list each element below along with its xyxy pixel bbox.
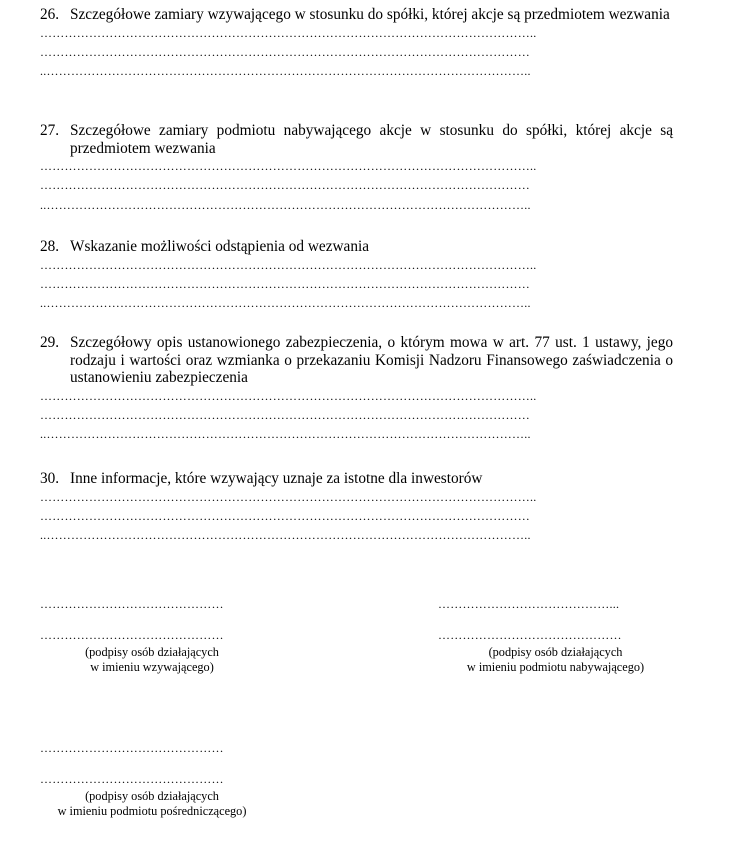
signature-caller xyxy=(40,594,264,675)
question-text: Inne informacje, które wzywający uznaje za istotne dla inwestorów xyxy=(70,470,483,487)
signature-caption-2: w imieniu podmiotu nabywającego) xyxy=(466,660,645,674)
answer-line-3[interactable]: ..……………………………………………………………………………………………………….. xyxy=(40,427,531,442)
question-29 xyxy=(40,334,673,444)
question-number: 26. xyxy=(40,6,60,23)
signature-caption-2: w imieniu podmiotu pośredniczącego) xyxy=(57,804,247,818)
question-28 xyxy=(40,238,673,313)
question-title xyxy=(40,470,673,488)
answer-line-1[interactable]: ………………………………………………………………………………………………………….. xyxy=(40,257,537,272)
question-title xyxy=(40,238,673,256)
question-number: 29. xyxy=(40,334,60,351)
question-text: Szczegółowe zamiary wzywającego w stosunku do spółki, której akcje są przedmiotem wezwania xyxy=(70,6,670,23)
answer-line-3[interactable]: ..……………………………………………………………………………………………………….. xyxy=(40,64,531,79)
question-26 xyxy=(40,6,673,81)
signature-line-2[interactable]: ……………………………………… xyxy=(438,628,622,642)
answer-line-3[interactable]: ..……………………………………………………………………………………………………….. xyxy=(40,197,531,212)
question-number: 28. xyxy=(40,238,60,255)
question-title xyxy=(40,122,673,157)
question-number: 30. xyxy=(40,470,60,487)
signature-line-2[interactable]: ……………………………………… xyxy=(40,628,224,642)
answer-line-2[interactable]: ………………………………………………………………………………………………………… xyxy=(40,276,530,291)
answer-line-1[interactable]: ………………………………………………………………………………………………………….. xyxy=(40,159,537,173)
answer-line-2[interactable]: ………………………………………………………………………………………………………… xyxy=(40,44,530,59)
question-text: Szczegółowy opis ustanowionego zabezpieczenia, o którym mowa w art. 77 ust. 1 ustawy, jego rodzaju i wartości oraz wzmianka o przekazaniu Komisji Nadzoru Finansowego zaświadczenia o ustanowieniu zabezpieczenia xyxy=(70,334,673,386)
answer-line-2[interactable]: ………………………………………………………………………………………………………… xyxy=(40,508,530,523)
question-text: Szczegółowe zamiary podmiotu nabywającego akcje w stosunku do spółki, której akcje są przedmiotem wezwania xyxy=(70,122,673,157)
answer-line-2[interactable]: ………………………………………………………………………………………………………… xyxy=(40,407,530,422)
signature-caption-1: (podpisy osób działających xyxy=(85,645,219,659)
question-number: 27. xyxy=(40,122,60,139)
question-title xyxy=(40,6,673,24)
answer-line-2[interactable]: ………………………………………………………………………………………………………… xyxy=(40,178,530,193)
question-27 xyxy=(40,122,673,215)
question-text: Wskazanie możliwości odstąpienia od wezwania xyxy=(70,238,370,255)
signature-line-1[interactable]: ……………………………………... xyxy=(438,597,620,611)
answer-line-3[interactable]: ..……………………………………………………………………………………………………….. xyxy=(40,528,531,543)
answer-line-1[interactable]: ………………………………………………………………………………………………………….. xyxy=(40,489,537,504)
question-30 xyxy=(40,470,673,545)
signature-buyer xyxy=(438,594,673,675)
signature-intermediary xyxy=(40,738,264,819)
answer-line-3[interactable]: ..……………………………………………………………………………………………………….. xyxy=(40,296,531,311)
signature-caption-1: (podpisy osób działających xyxy=(488,645,623,659)
signature-caption-1: (podpisy osób działających xyxy=(85,789,219,803)
signature-line-2[interactable]: ……………………………………… xyxy=(40,772,224,786)
answer-line-1[interactable]: ………………………………………………………………………………………………………….. xyxy=(40,388,537,403)
signature-line-1[interactable]: ……………………………………… xyxy=(40,597,224,611)
signature-line-1[interactable]: ……………………………………… xyxy=(40,741,224,755)
question-title xyxy=(40,334,673,387)
answer-line-1[interactable]: ………………………………………………………………………………………………………….. xyxy=(40,25,537,40)
signature-caption-2: w imieniu wzywającego) xyxy=(90,660,214,674)
